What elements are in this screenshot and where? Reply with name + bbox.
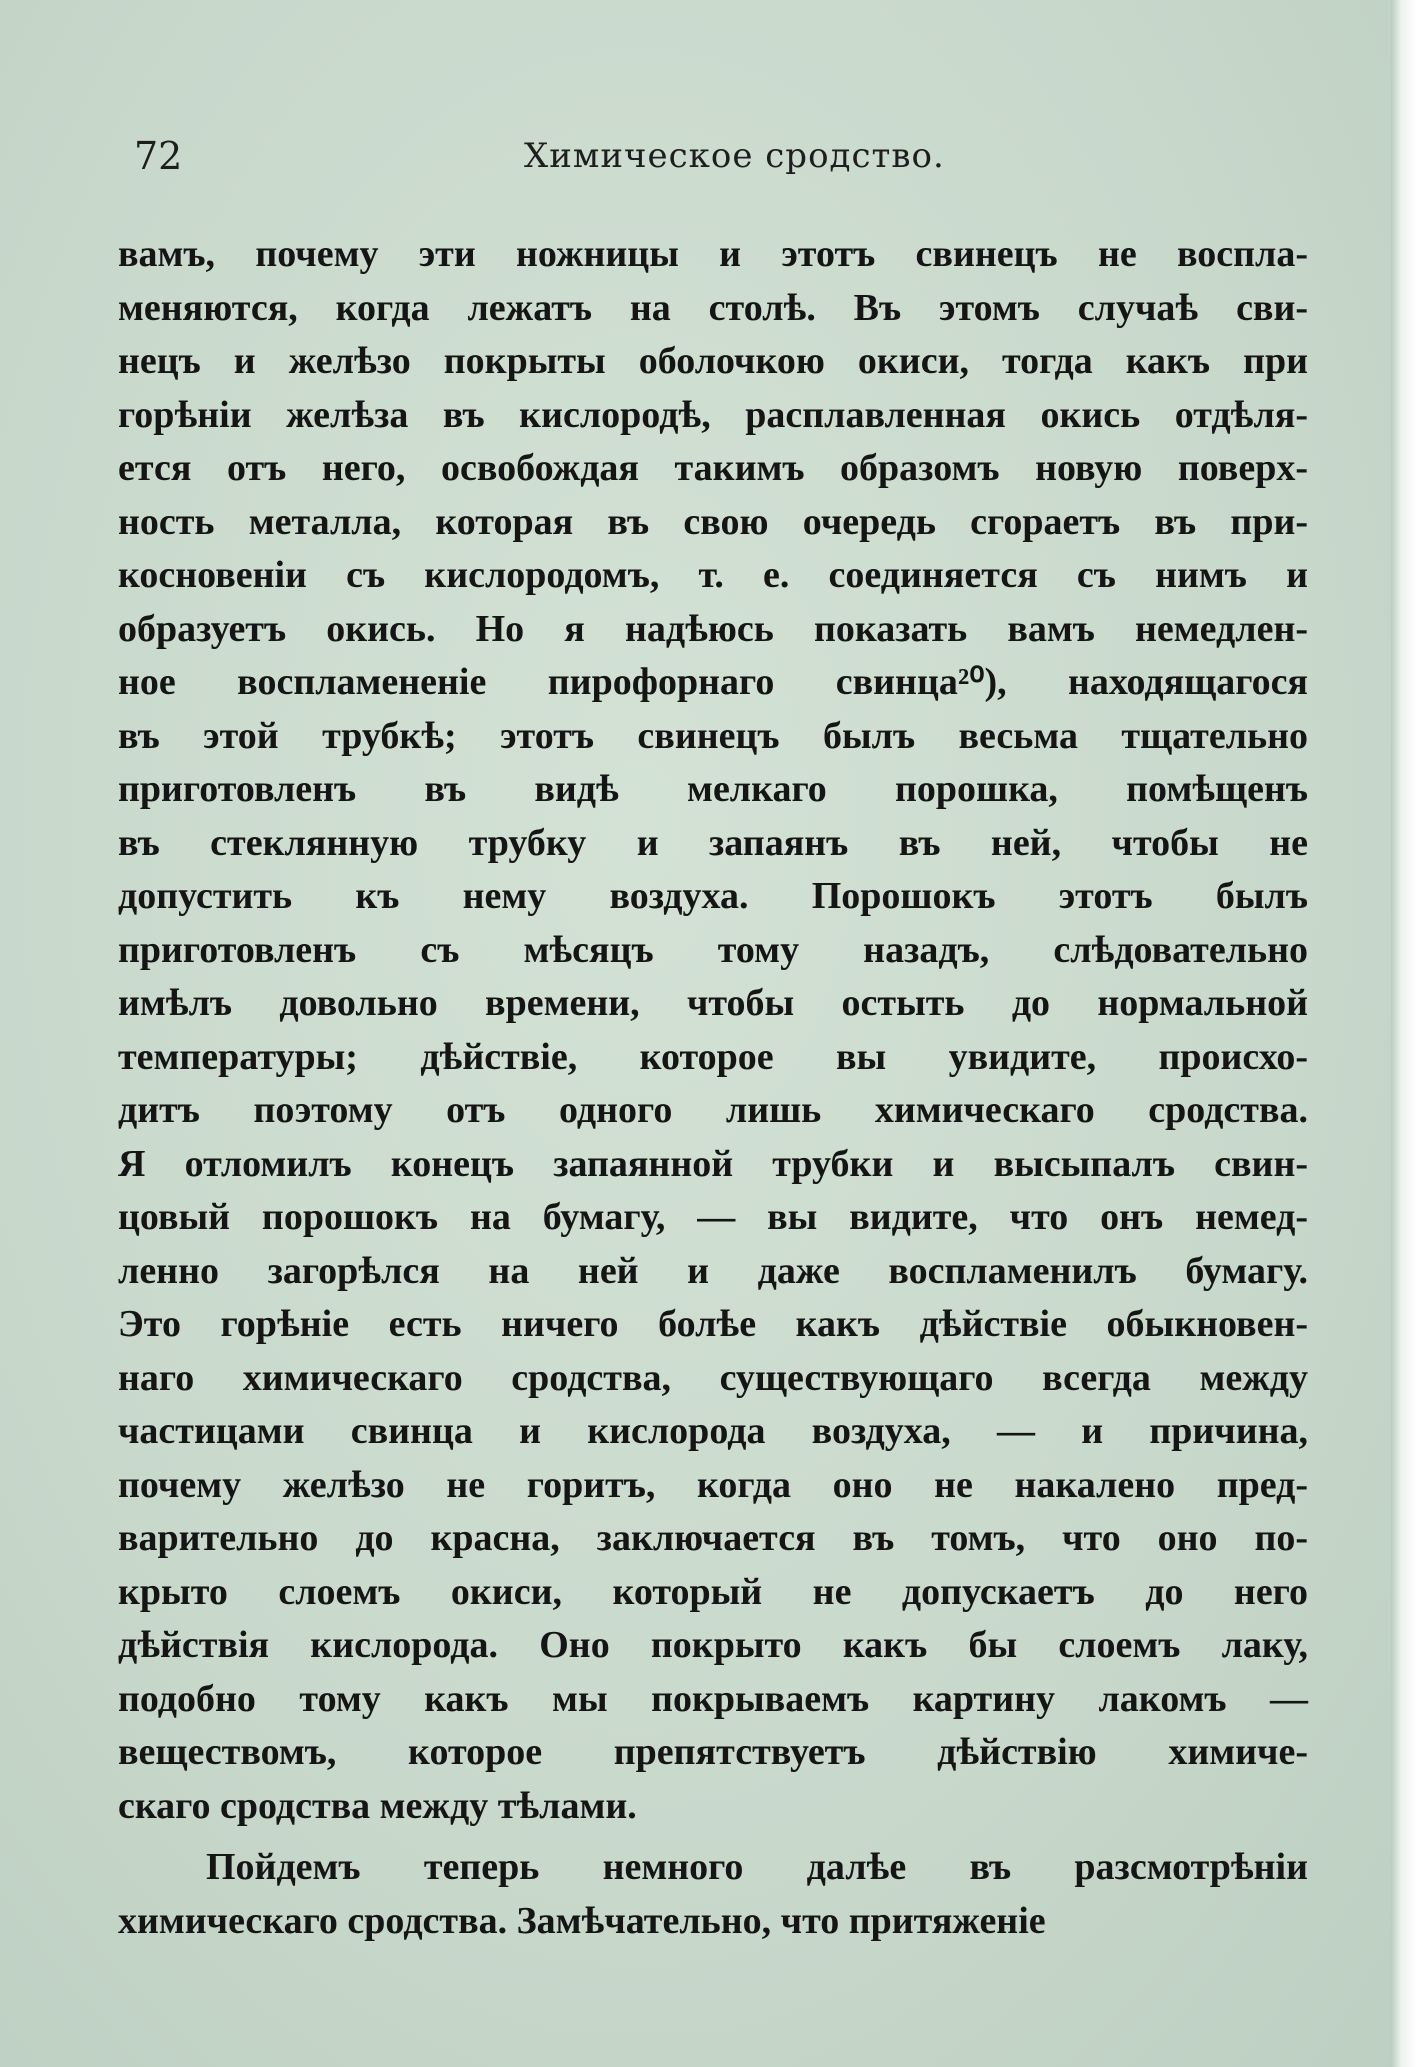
- text-line: имѣлъ довольно времени, чтобы остыть до нормальной: [118, 982, 1308, 1024]
- text-line: дѣйствія кислорода. Оно покрыто какъ бы слоемъ лаку,: [118, 1624, 1308, 1666]
- text-line: почему желѣзо не горитъ, когда оно не накалено пред-: [118, 1463, 1308, 1506]
- text-line: температуры; дѣйствіе, которое вы увидите, происхо-: [118, 1035, 1308, 1078]
- page-number: 72: [134, 134, 183, 178]
- text-line: скаго сродства между тѣлами.: [118, 1784, 637, 1827]
- text-line: ленно загорѣлся на ней и даже воспламенилъ бумагу.: [118, 1249, 1308, 1292]
- text-line: Это горѣніе есть ничего болѣе какъ дѣйствіе обыкновен-: [118, 1303, 1308, 1345]
- text-line: ется отъ него, освобождая такимъ образомъ новую поверх-: [118, 447, 1308, 489]
- body-text: [118, 228, 1308, 1948]
- text-line: веществомъ, которое препятствуетъ дѣйствію химиче-: [118, 1731, 1308, 1773]
- paragraph-spacer: [118, 1833, 1308, 1841]
- text-line: приготовленъ съ мѣсяцъ тому назадъ, слѣдовательно: [118, 928, 1308, 971]
- text-line: варительно до красна, заключается въ томъ, что оно по-: [118, 1517, 1308, 1559]
- paragraph: [118, 1841, 1308, 1948]
- text-line: крыто слоемъ окиси, который не допускаетъ до него: [118, 1570, 1308, 1613]
- running-head: [134, 126, 1324, 186]
- text-line: допустить къ нему воздуха. Порошокъ этотъ былъ: [118, 875, 1308, 917]
- text-line: частицами свинца и кислорода воздуха, — и причина,: [118, 1410, 1308, 1452]
- text-line: горѣніи желѣза въ кислородѣ, расплавленная окись отдѣля-: [118, 393, 1308, 436]
- text-line: ность металла, которая въ свою очередь сгораетъ въ при-: [118, 500, 1308, 543]
- text-line: ное воспламененіе пирофорнаго свинца²⁰), находящагося: [118, 661, 1308, 703]
- text-line: косновеніи съ кислородомъ, т. е. соединяется съ нимъ и: [118, 554, 1308, 596]
- text-line: въ стеклянную трубку и запаянъ въ ней, чтобы не: [118, 821, 1308, 864]
- text-line: дитъ поэтому отъ одного лишь химическаго сродства.: [118, 1089, 1308, 1131]
- text-line: приготовленъ въ видѣ мелкаго порошка, помѣщенъ: [118, 768, 1308, 810]
- text-line: Я отломилъ конецъ запаянной трубки и высыпалъ свин-: [118, 1142, 1308, 1185]
- text-line: Пойдемъ теперь немного далѣе въ разсмотрѣніи: [206, 1846, 1308, 1888]
- text-line: цовый порошокъ на бумагу, — вы видите, что онъ немед-: [118, 1196, 1308, 1238]
- running-title: Химическое сродство.: [524, 136, 945, 176]
- text-line: наго химическаго сродства, существующаго всегда между: [118, 1356, 1308, 1399]
- text-line: въ этой трубкѣ; этотъ свинецъ былъ весьма тщательно: [118, 714, 1308, 757]
- text-line: химическаго сродства. Замѣчательно, что притяженіе: [118, 1899, 1046, 1942]
- text-line: нецъ и желѣзо покрыты оболочкою окиси, тогда какъ при: [118, 340, 1308, 382]
- page-edge: [1391, 0, 1417, 2067]
- text-line: вамъ, почему эти ножницы и этотъ свинецъ не воспла-: [118, 233, 1308, 275]
- text-line: подобно тому какъ мы покрываемъ картину лакомъ —: [118, 1677, 1308, 1720]
- paragraph: [118, 228, 1308, 1833]
- text-line: образуетъ окись. Но я надѣюсь показать вамъ немедлен-: [118, 607, 1308, 650]
- text-line: меняются, когда лежатъ на столѣ. Въ этомъ случаѣ сви-: [118, 286, 1308, 329]
